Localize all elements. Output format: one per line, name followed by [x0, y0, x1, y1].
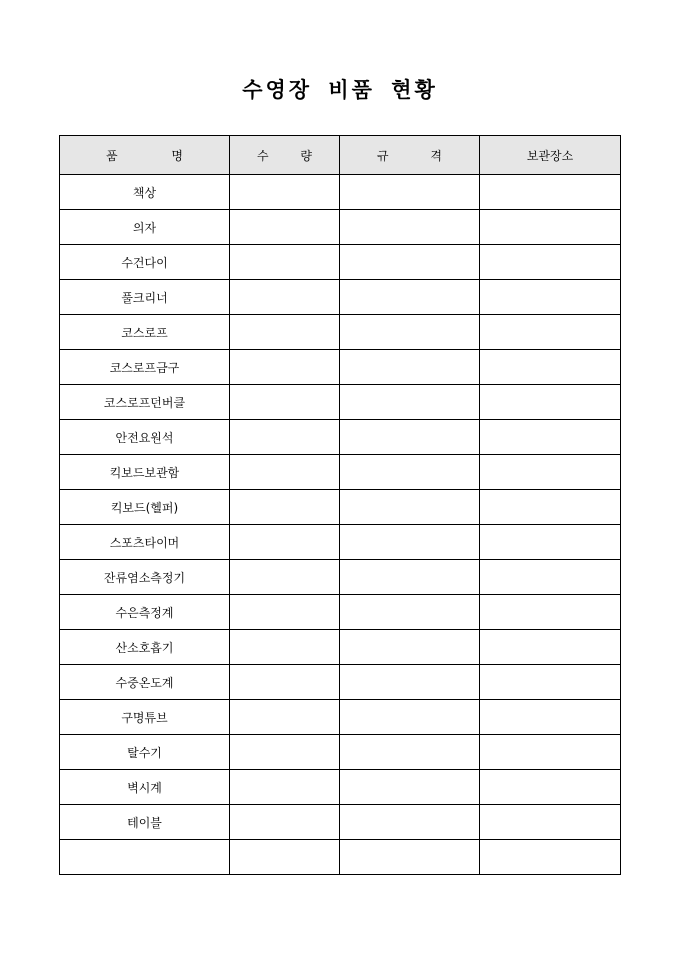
location-cell — [480, 630, 621, 665]
quantity-cell — [230, 280, 340, 315]
location-cell — [480, 455, 621, 490]
quantity-cell — [230, 560, 340, 595]
table-row — [60, 560, 621, 595]
location-cell — [480, 770, 621, 805]
quantity-cell — [230, 525, 340, 560]
location-cell — [480, 315, 621, 350]
spec-cell — [340, 700, 480, 735]
item-name-cell: 벽시계 — [60, 770, 230, 805]
location-cell — [480, 280, 621, 315]
table-row — [60, 770, 621, 805]
quantity-cell — [230, 490, 340, 525]
table-row — [60, 735, 621, 770]
table-row — [60, 385, 621, 420]
table-row — [60, 490, 621, 525]
quantity-cell — [230, 245, 340, 280]
quantity-cell — [230, 595, 340, 630]
quantity-cell — [230, 350, 340, 385]
item-name-cell: 스포츠타이머 — [60, 525, 230, 560]
item-name-cell: 책상 — [60, 175, 230, 210]
location-cell — [480, 385, 621, 420]
table-row — [60, 525, 621, 560]
spec-cell — [340, 420, 480, 455]
item-name-cell: 테이블 — [60, 805, 230, 840]
quantity-cell — [230, 665, 340, 700]
spec-cell — [340, 630, 480, 665]
location-cell — [480, 420, 621, 455]
spec-cell — [340, 805, 480, 840]
spec-cell — [340, 840, 480, 875]
location-cell — [480, 210, 621, 245]
item-name-cell: 풀크리너 — [60, 280, 230, 315]
table-row — [60, 245, 621, 280]
quantity-cell — [230, 455, 340, 490]
spec-cell — [340, 315, 480, 350]
spec-cell — [340, 490, 480, 525]
location-cell — [480, 560, 621, 595]
spec-cell — [340, 735, 480, 770]
header-quantity: 수 량 — [230, 136, 340, 175]
item-name-cell: 구명튜브 — [60, 700, 230, 735]
header-spec: 규 격 — [340, 136, 480, 175]
quantity-cell — [230, 700, 340, 735]
quantity-cell — [230, 210, 340, 245]
location-cell — [480, 735, 621, 770]
table-row — [60, 665, 621, 700]
quantity-cell — [230, 315, 340, 350]
spec-cell — [340, 525, 480, 560]
quantity-cell — [230, 175, 340, 210]
quantity-cell — [230, 385, 340, 420]
spec-cell — [340, 665, 480, 700]
location-cell — [480, 175, 621, 210]
location-cell — [480, 805, 621, 840]
spec-cell — [340, 210, 480, 245]
item-name-cell: 수건다이 — [60, 245, 230, 280]
spec-cell — [340, 350, 480, 385]
item-name-cell: 코스로프금구 — [60, 350, 230, 385]
quantity-cell — [230, 805, 340, 840]
item-name-cell: 산소호흡기 — [60, 630, 230, 665]
spec-cell — [340, 770, 480, 805]
table-row — [60, 595, 621, 630]
spec-cell — [340, 595, 480, 630]
quantity-cell — [230, 420, 340, 455]
item-name-cell: 코스로프 — [60, 315, 230, 350]
location-cell — [480, 525, 621, 560]
item-name-cell — [60, 840, 230, 875]
header-location: 보관장소 — [480, 136, 621, 175]
item-name-cell: 킥보드(헬퍼) — [60, 490, 230, 525]
location-cell — [480, 595, 621, 630]
table-row — [60, 630, 621, 665]
table-row — [60, 210, 621, 245]
header-item-name: 품 명 — [60, 136, 230, 175]
quantity-cell — [230, 770, 340, 805]
spec-cell — [340, 455, 480, 490]
quantity-cell — [230, 630, 340, 665]
table-row — [60, 455, 621, 490]
spec-cell — [340, 280, 480, 315]
item-name-cell: 수중온도계 — [60, 665, 230, 700]
item-name-cell: 탈수기 — [60, 735, 230, 770]
spec-cell — [340, 385, 480, 420]
location-cell — [480, 490, 621, 525]
item-name-cell: 코스로프던버클 — [60, 385, 230, 420]
table-row — [60, 315, 621, 350]
quantity-cell — [230, 840, 340, 875]
item-name-cell: 안전요원석 — [60, 420, 230, 455]
table-row — [60, 700, 621, 735]
location-cell — [480, 700, 621, 735]
item-name-cell: 의자 — [60, 210, 230, 245]
table-row — [60, 175, 621, 210]
location-cell — [480, 245, 621, 280]
location-cell — [480, 840, 621, 875]
table-row — [60, 350, 621, 385]
location-cell — [480, 350, 621, 385]
quantity-cell — [230, 735, 340, 770]
table-row — [60, 280, 621, 315]
table-row — [60, 805, 621, 840]
table-header-row — [60, 136, 621, 175]
item-name-cell: 킥보드보관함 — [60, 455, 230, 490]
table-row — [60, 840, 621, 875]
table-row — [60, 420, 621, 455]
item-name-cell: 잔류염소측정기 — [60, 560, 230, 595]
item-name-cell: 수은측정계 — [60, 595, 230, 630]
location-cell — [480, 665, 621, 700]
spec-cell — [340, 560, 480, 595]
spec-cell — [340, 175, 480, 210]
document-title: 수영장 비품 현황 — [242, 77, 438, 102]
spec-cell — [340, 245, 480, 280]
inventory-table — [59, 135, 621, 875]
